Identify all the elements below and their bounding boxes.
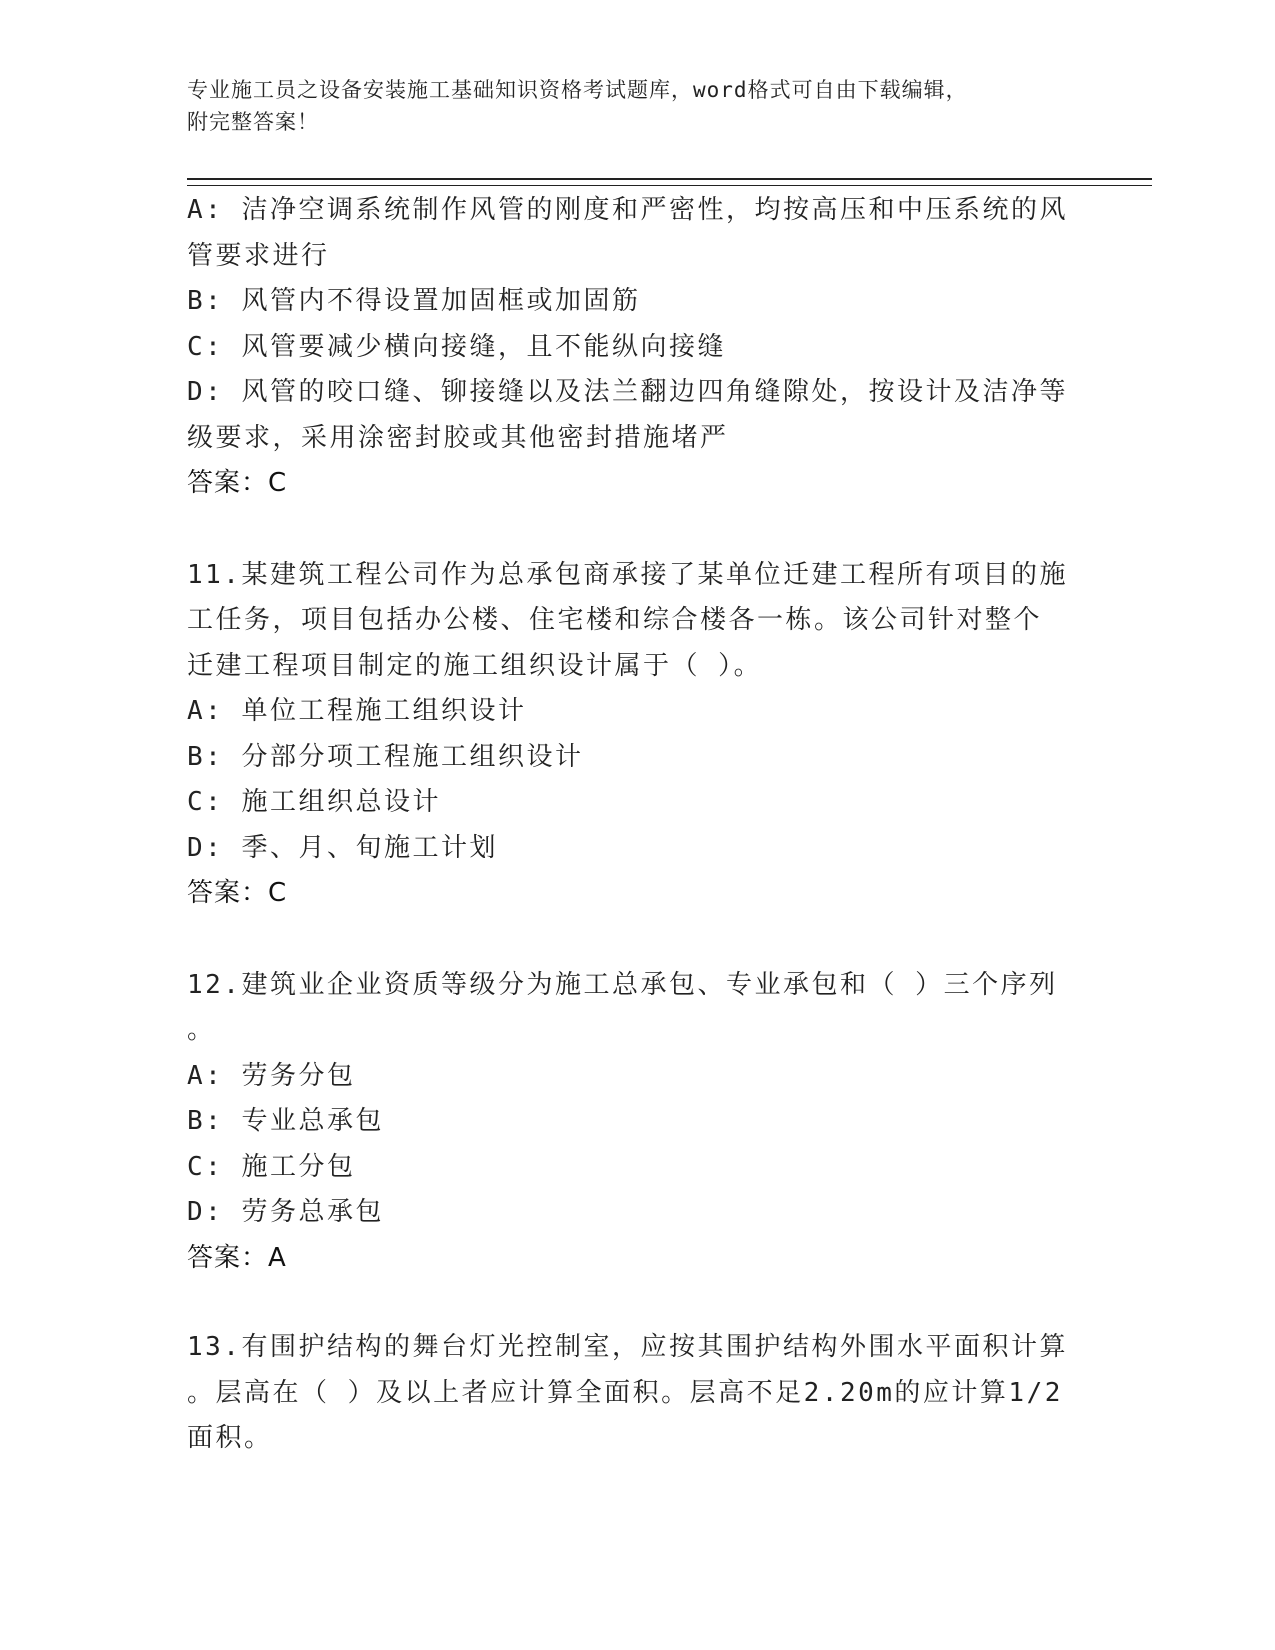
question-stem-line-1: 13.有围护结构的舞台灯光控制室，应按其围护结构外围水平面积计算 xyxy=(187,1332,1068,1362)
option-b: B: 风管内不得设置加固框或加固筋 xyxy=(187,286,641,316)
option-d: D: 季、月、旬施工计划 xyxy=(187,832,498,863)
spacer xyxy=(187,507,1077,553)
option-a-line-1: A: 洁净空调系统制作风管的刚度和严密性，均按高压和中压系统的风 xyxy=(187,195,1068,225)
question-11 xyxy=(187,553,1077,917)
question-13 xyxy=(187,1325,1077,1462)
header-line-1: 专业施工员之设备安装施工基础知识资格考试题库，word格式可自由下载编辑， xyxy=(187,78,968,102)
option-c: C: 风管要减少横向接缝，且不能纵向接缝 xyxy=(187,331,726,362)
option-a: A: 劳务分包 xyxy=(187,1060,356,1091)
option-a: A: 单位工程施工组织设计 xyxy=(187,696,527,726)
document-header xyxy=(187,74,1087,138)
spacer xyxy=(187,917,1077,963)
answer-label: 答案：A xyxy=(187,1242,287,1273)
option-a-line-2: 管要求进行 xyxy=(187,240,330,271)
spacer xyxy=(187,1281,1077,1325)
question-stem-line-2: 。层高在（ ）及以上者应计算全面积。层高不足2.20m的应计算1/2 xyxy=(187,1377,1063,1408)
option-c: C: 施工分包 xyxy=(187,1151,356,1182)
header-divider xyxy=(187,178,1152,186)
option-c: C: 施工组织总设计 xyxy=(187,787,441,817)
question-stem-line-1: 12.建筑业企业资质等级分为施工总承包、专业承包和（ ）三个序列 xyxy=(187,969,1058,1000)
document-body xyxy=(187,188,1077,1462)
option-b: B: 分部分项工程施工组织设计 xyxy=(187,741,584,772)
question-stem-line-3: 迁建工程项目制定的施工组织设计属于（ ）。 xyxy=(187,650,763,681)
answer-label: 答案：C xyxy=(187,878,288,908)
question-stem-line-2: 工任务，项目包括办公楼、住宅楼和综合楼各一栋。该公司针对整个 xyxy=(187,605,1043,635)
question-stem-line-3: 面积。 xyxy=(187,1423,273,1453)
option-d-line-2: 级要求，采用涂密封胶或其他密封措施堵严 xyxy=(187,422,729,453)
question-12 xyxy=(187,963,1077,1282)
option-d: D: 劳务总承包 xyxy=(187,1197,384,1227)
answer-label: 答案：C xyxy=(187,468,288,498)
question-stem-line-1: 11.某建筑工程公司作为总承包商承接了某单位迁建工程所有项目的施 xyxy=(187,559,1068,590)
option-b: B: 专业总承包 xyxy=(187,1106,384,1136)
question-10-continued xyxy=(187,188,1077,507)
option-d-line-1: D: 风管的咬口缝、铆接缝以及法兰翻边四角缝隙处，按设计及洁净等 xyxy=(187,377,1068,407)
header-line-2: 附完整答案！ xyxy=(187,110,319,134)
question-stem-line-2: 。 xyxy=(187,1015,216,1045)
